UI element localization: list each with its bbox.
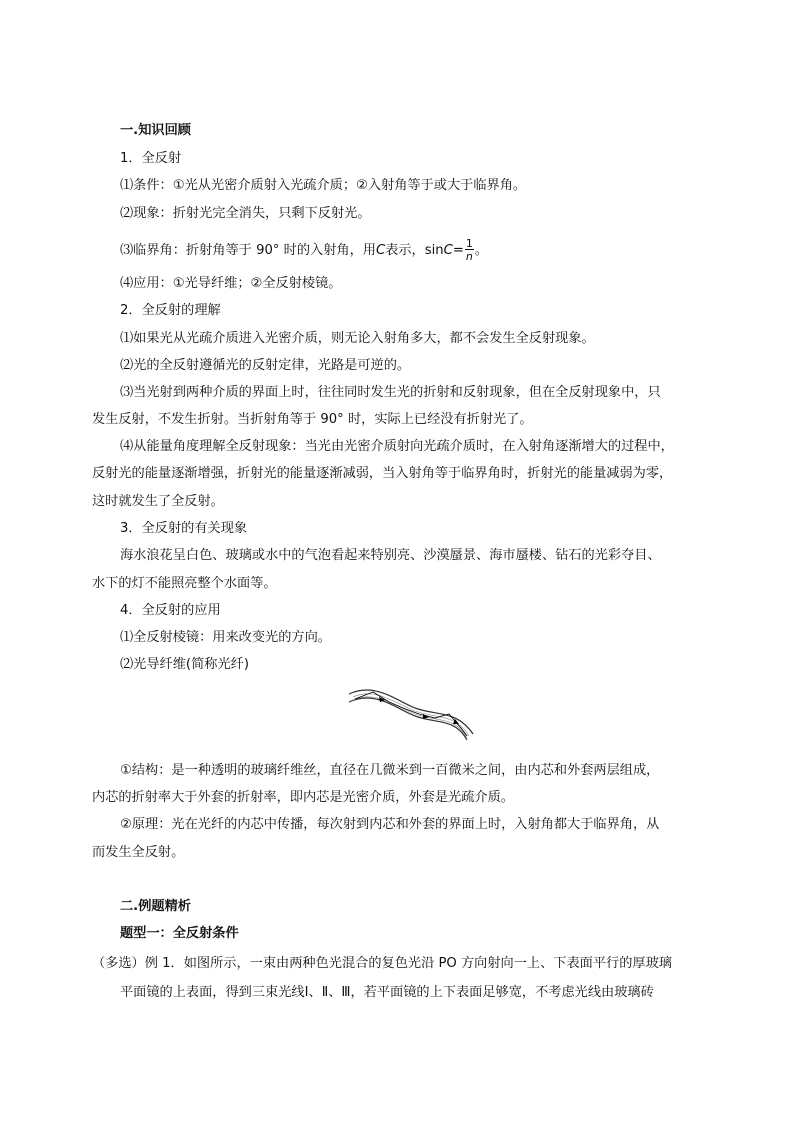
structure-text-1: ①结构：是一种透明的玻璃纤维丝，直径在几微米到一百微米之间，由内芯和外套两层组成， <box>120 763 660 778</box>
critical-angle-text <box>120 238 488 262</box>
phenomena-text-1: 海水浪花呈白色、玻璃或水中的气泡看起来特别亮、沙漠蜃景、海市蜃楼、钻石的光彩夺目、 <box>120 548 661 563</box>
example-1-line-2: 平面镜的上表面，得到三束光线Ⅰ、Ⅱ、Ⅲ，若平面镜的上下表面足够宽，不考虑光线由玻璃砖 <box>120 985 654 1000</box>
understanding-1: ⑴如果光从光疏介质进入光密介质，则无论入射角多大，都不会发生全反射现象。 <box>120 331 595 346</box>
subheading-applications: 4．全反射的应用 <box>120 603 221 618</box>
structure-text-2: 内芯的折射率大于外套的折射率，即内芯是光密介质，外套是光疏介质。 <box>92 790 514 805</box>
principle-text-2: 而发生全反射。 <box>92 845 185 860</box>
fiber-core-bottom <box>353 697 467 738</box>
understanding-2: ⑵光的全反射遵循光的反射定律，光路是可逆的。 <box>120 358 411 373</box>
fraction-numerator: 1 <box>465 237 473 250</box>
optical-fiber-text: ⑵光导纤维(简称光纤) <box>120 657 249 672</box>
application-text: ⑷应用：①光导纤维；②全反射棱镜。 <box>120 276 342 291</box>
understanding-4c: 这时就发生了全反射。 <box>92 494 224 509</box>
phenomenon-text: ⑵现象：折射光完全消失，只剩下反射光。 <box>120 206 371 221</box>
phenomena-text-2: 水下的灯不能照亮整个水面等。 <box>92 576 277 591</box>
subheading-understanding: 2．全反射的理解 <box>120 303 221 318</box>
section-heading-examples: 二.例题精析 <box>120 899 191 914</box>
understanding-4a: ⑷从能量角度理解全反射现象：当光由光密介质射向光疏介质时，在入射角逐渐增大的过程中， <box>120 439 674 454</box>
understanding-4b: 反射光的能量逐渐增强，折射光的能量逐渐减弱，当入射角等于临界角时，折射光的能量减弱为零， <box>92 466 673 481</box>
critical-angle-prefix: ⑶临界角：折射角等于 90° 时的入射角，用 <box>120 243 376 258</box>
critical-angle-symbol: C <box>375 243 386 258</box>
equals-sign: = <box>452 243 464 258</box>
understanding-3a: ⑶当光射到两种介质的界面上时，往往同时发生光的折射和反射现象，但在全反射现象中，只 <box>120 385 661 400</box>
optical-fiber-diagram <box>345 684 477 742</box>
condition-text: ⑴条件：①光从光密介质射入光疏介质；②入射角等于或大于临界角。 <box>120 178 527 193</box>
section-heading-review: 一.知识回顾 <box>120 123 191 138</box>
critical-angle-symbol-2: C <box>443 243 453 258</box>
topic-heading: 题型一：全反射条件 <box>120 926 239 941</box>
understanding-3b: 发生反射，不发生折射。当折射角等于 90° 时，实际上已经没有折射光了。 <box>92 412 533 427</box>
prism-text: ⑴全反射棱镜：用来改变光的方向。 <box>120 630 331 645</box>
subheading-total-reflection: 1．全反射 <box>120 151 182 166</box>
fraction-denominator: n <box>465 250 473 263</box>
formula-fraction <box>465 238 474 262</box>
critical-angle-end: 。 <box>474 243 489 258</box>
principle-text-1: ②原理：光在光纤的内芯中传播，每次射到内芯和外套的界面上时，入射角都大于临界角，从 <box>120 817 660 832</box>
critical-angle-mid: 表示，sin <box>385 243 444 258</box>
subheading-phenomena: 3．全反射的有关现象 <box>120 521 248 536</box>
example-1-line-1: （多选）例 1．如图所示，一束由两种色光混合的复色光沿 PO 方向射向一上、下表面平行的厚玻璃 <box>92 956 672 971</box>
